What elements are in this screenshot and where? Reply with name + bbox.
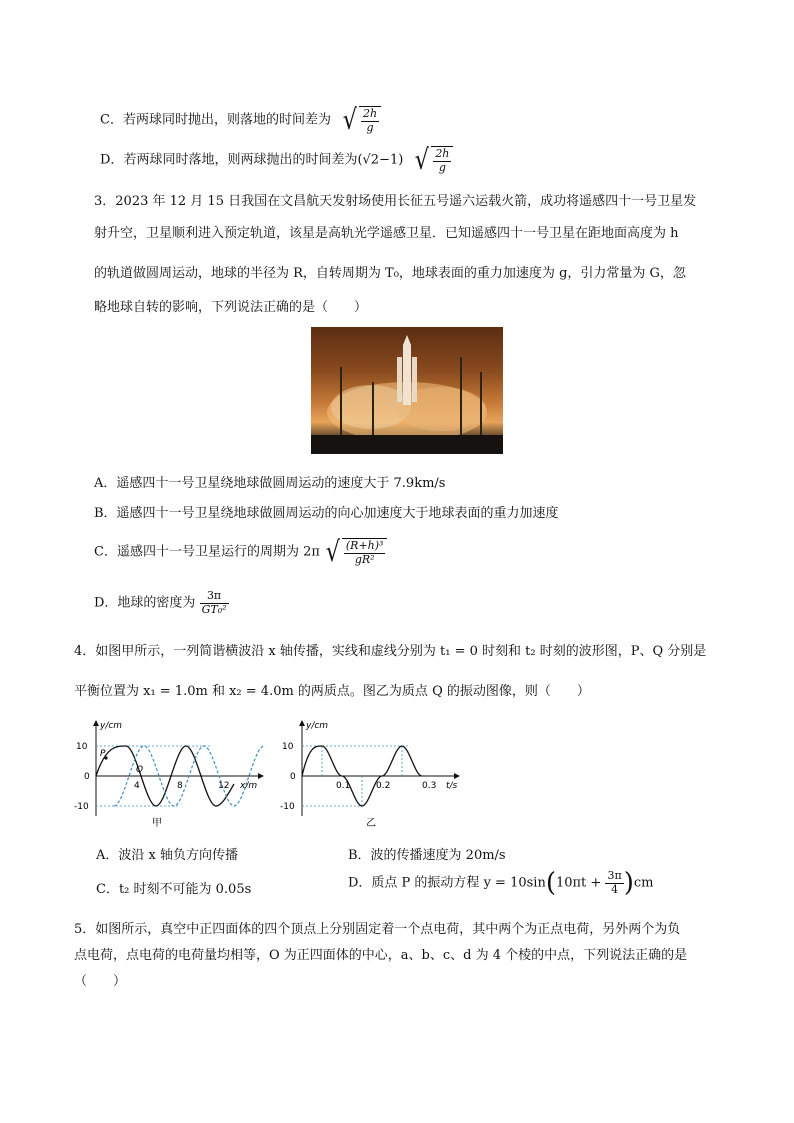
graph1-ytick-0: 0 xyxy=(84,772,90,782)
q4-stem-line-2: 平衡位置为 x₁ = 1.0m 和 x₂ = 4.0m 的两质点。图乙为质点 Q 的振动图像，则（ ） xyxy=(74,684,590,699)
graph2-caption: 乙 xyxy=(366,818,376,829)
q3-option-a[interactable]: A．遥感四十一号卫星绕地球做圆周运动的速度大于 7.9km/s xyxy=(94,476,446,491)
q3-stem-line-3: 的轨道做圆周运动，地球的半径为 R，自转周期为 T₀，地球表面的重力加速度为 g，引力常量为 G，忽 xyxy=(94,266,686,281)
q3-option-c-sqrt: √ $\frac{\text{(R+h)³}}{\text{gR²}}$ xyxy=(324,538,387,566)
q3-option-b[interactable]: B．遥感四十一号卫星绕地球做圆周运动的向心加速度大于地球表面的重力加速度 xyxy=(94,506,559,521)
q3-option-c[interactable] xyxy=(94,535,387,569)
graph1-ytick-neg10: -10 xyxy=(74,802,89,812)
q4-option-d-unit: cm xyxy=(633,875,654,891)
q5-stem-line-2: 点电荷，点电荷的电荷量均相等，O 为正四面体的中心，a、b、c、d 为 4 个棱的中点，下列说法正确的是 xyxy=(74,948,688,963)
q3-d-num: 3π xyxy=(200,590,229,604)
q2-c-den: g xyxy=(366,120,374,134)
q4-option-b[interactable]: B．波的传播速度为 20m/s xyxy=(348,848,506,863)
graph2-xtick-0.2: 0.2 xyxy=(376,781,391,791)
graph1-x-arrow xyxy=(258,773,264,779)
graph2-x-arrow xyxy=(454,773,460,779)
q3-option-c-text: C．遥感四十一号卫星运行的周期为 2π xyxy=(94,544,320,560)
q2-option-c[interactable] xyxy=(100,103,381,137)
vibration-graph-yi xyxy=(276,712,472,830)
q4-option-c[interactable]: C．t₂ 时刻不可能为 0.05s xyxy=(96,882,252,897)
q5-stem-line-3: （ ） xyxy=(74,974,127,989)
q2-option-d-factor: (√2−1) xyxy=(357,152,404,168)
graph2-ytick-neg10: -10 xyxy=(280,802,295,812)
wave-graph-jia xyxy=(70,712,270,830)
q2-option-d[interactable] xyxy=(100,143,453,177)
graph2-xtick-0.1: 0.1 xyxy=(336,781,351,791)
q4-option-d-inner: 10πt + xyxy=(555,875,602,891)
graph1-label-q: Q xyxy=(136,765,144,775)
rocket-launch-photo xyxy=(311,327,503,454)
graph1-ytick-10: 10 xyxy=(76,742,88,752)
q3-stem-line-4: 略地球自转的影响，下列说法正确的是（ ） xyxy=(94,300,368,315)
graph2-ytick-0: 0 xyxy=(290,772,296,782)
graph1-caption: 甲 xyxy=(152,818,162,829)
q3-option-d[interactable] xyxy=(94,590,229,616)
q2-option-c-text: 若两球同时抛出，则落地的时间差为 xyxy=(122,112,331,128)
q2-option-d-sqrt: √ $\frac{2h}{g}$ xyxy=(413,146,453,174)
q2-option-d-label: D． xyxy=(100,152,124,168)
graph2-ytick-10: 10 xyxy=(282,742,294,752)
q3-c-num: (R+h)³ xyxy=(345,539,384,552)
q2-d-num: 2h xyxy=(435,147,450,160)
graph1-xlabel: x/m xyxy=(240,781,258,791)
rocket-launch-illustration xyxy=(311,327,503,454)
graph1-xtick-4: 4 xyxy=(134,781,140,791)
q3-d-den: GT₀² xyxy=(201,602,227,616)
q2-d-den: g xyxy=(438,160,446,174)
q4-option-a[interactable]: A．波沿 x 轴负方向传播 xyxy=(96,848,238,863)
q2-c-num: 2h xyxy=(362,107,378,120)
graph1-y-arrow xyxy=(93,720,99,726)
q4-d-num: 3π xyxy=(607,868,622,882)
q2-option-c-sqrt: √ $\frac{2h}{g}$ xyxy=(341,106,381,134)
q4-stem-line-1: 4．如图甲所示，一列简谐横波沿 x 轴传播，实线和虚线分别为 t₁ = 0 时刻和 t₂ 时刻的波形图，P、Q 分别是 xyxy=(74,644,707,659)
q3-option-d-text: D．地球的密度为 xyxy=(94,595,196,611)
q3-stem-line-1: 3．2023 年 12 月 15 日我国在文昌航天发射场使用长征五号遥六运载火箭，成功将遥感四十一号卫星发 xyxy=(94,194,697,209)
graph1-xtick-12: 12 xyxy=(218,781,230,791)
q4-option-d-text: D．质点 P 的振动方程 y = 10sin xyxy=(348,875,546,891)
q4-option-d[interactable]: D．质点 P 的振动方程 y = 10sin(10πt + $\frac{3\pi}{4}$ )cm xyxy=(348,868,654,898)
graph2-ylabel: y/cm xyxy=(306,721,329,731)
q4-d-den: 4 xyxy=(611,882,619,896)
graph1-xtick-8: 8 xyxy=(177,781,183,791)
q5-stem-line-1: 5．如图所示，真空中正四面体的四个顶点上分别固定着一个点电荷，其中两个为正点电荷，另外两个为负 xyxy=(74,922,681,937)
graph1-ylabel: y/cm xyxy=(100,721,123,731)
graph2-y-arrow xyxy=(299,720,305,726)
q3-stem-line-2: 射升空，卫星顺利进入预定轨道，该星是高轨光学遥感卫星．已知遥感四十一号卫星在距地面高度为 h xyxy=(94,226,679,241)
q2-option-d-text: 若两球同时落地，则两球抛出的时间差为 xyxy=(123,152,358,168)
q3-c-den: gR² xyxy=(354,552,375,566)
graph2-xtick-0.3: 0.3 xyxy=(422,781,437,791)
graph1-label-p: P xyxy=(100,749,106,759)
graph2-xlabel: t/s xyxy=(446,781,458,791)
q2-option-c-label: C． xyxy=(100,112,123,128)
